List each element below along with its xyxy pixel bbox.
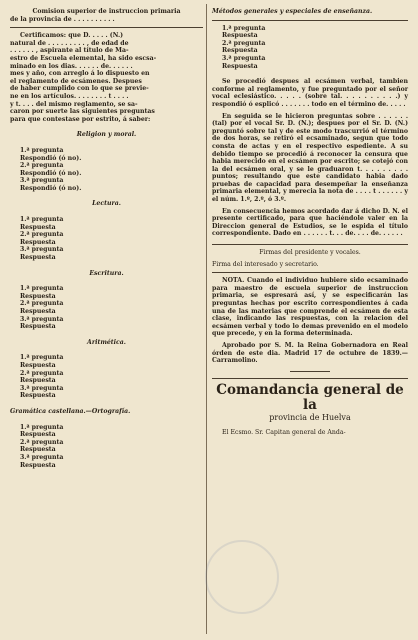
qa-line: 3.ª pregunta [20, 384, 64, 392]
signature-presidents: Firmas del presidente y vocales. [259, 249, 361, 257]
qa-line: 2.ª pregunta [20, 438, 64, 446]
qa-line: Respuesta [20, 446, 56, 454]
right-column [212, 8, 408, 436]
qa-line: Respondió (ó no). [20, 169, 82, 177]
qa-line: Respuesta [20, 223, 56, 231]
certification-intro [10, 32, 203, 123]
nota-label: NOTA. [222, 277, 245, 285]
qa-line: 2.ª pregunta [222, 39, 266, 47]
intro-line: mes y año, con arreglo á lo dispuesto en [10, 70, 150, 78]
intro-line: caron por suerte las siguientes preguntas [10, 108, 155, 116]
section-gramatica [10, 408, 203, 469]
section-aritmetica [10, 339, 203, 400]
qa-line: 1.ª pregunta [20, 423, 64, 431]
commission-heading-line1: Comision superior de instruccion primaria [32, 8, 181, 15]
comandancia-title: Comandancia general de la [216, 381, 404, 413]
nota-paragraph [212, 277, 408, 338]
qa-line: 3.ª pregunta [20, 246, 64, 254]
methods-rule [212, 20, 408, 21]
section-title: Lectura. [92, 200, 121, 208]
qa-line: 3.ª pregunta [20, 315, 64, 323]
intro-line: Certificamos: que D. . . . . (N.) [20, 32, 124, 40]
qa-line: 2.ª pregunta [20, 231, 64, 239]
qa-line: Respuesta [20, 308, 56, 315]
short-rule [290, 371, 330, 372]
qa-line: Respuesta [20, 392, 56, 400]
commission-heading-line2: de la provincia de . . . . . . . . . . [10, 15, 115, 23]
nota-text: Cuando el individuo hubiere sido ecsaminado para maestro de escuela superior de instruccion primaria, se espresará así, y se especificarán las preguntas hechas por escrito correspondientes á cada una de las materias que comprende el ecsámen de esta clase, indicando las respuestas, con la relacion del ecsámen verbal y todo lo demas prevenido en el modelo que precede, y en la forma determinada. [212, 277, 408, 338]
qa-line: Respuesta [20, 361, 56, 369]
qa-line: Respuesta [20, 431, 56, 439]
methods-qa [212, 25, 408, 71]
section-lectura [10, 200, 203, 261]
intro-line: el reglamento de ecsámenes. Despues [10, 77, 142, 85]
column-divider [206, 4, 207, 634]
comandancia-subtitle: provincia de Huelva [269, 412, 351, 422]
intro-line: . . . . . . , aspirante al título de Ma- [10, 47, 129, 55]
signature-rule [212, 244, 408, 245]
library-stamp [205, 540, 279, 614]
title-rule [212, 378, 408, 379]
section-religion [10, 131, 203, 192]
qa-line: Respuesta [20, 254, 56, 262]
intro-line: natural de . . . . . . . . . , de edad de [10, 39, 129, 47]
qa-line: Respuesta [222, 47, 258, 55]
intro-line: ne en los artículos. . . . . . . . t . . . . [10, 92, 129, 100]
qa-line: Respuesta [222, 32, 258, 40]
qa-line: 1.ª pregunta [20, 354, 64, 362]
section-title: Religion y moral. [76, 131, 137, 139]
qa-line: 3.ª pregunta [20, 177, 64, 185]
qa-line: 2.ª pregunta [20, 369, 64, 377]
qa-line: Respuesta [20, 323, 56, 331]
qa-line: 1.ª pregunta [222, 24, 266, 32]
verbal-exam-paragraph: Se procedió despues al ecsámen verbal, tambien conforme al reglamento, y fue preguntado por el señor vocal eclesiástico. . . . . (sobre tal. . . . . . . . . .) y respondió ó esplicó . . . . . . . todo en el término de. . . . . [212, 78, 408, 108]
qa-line: Respuesta [222, 62, 258, 70]
section-title: Aritmética. [87, 338, 126, 346]
section-escritura [10, 270, 203, 331]
qa-line: Respuesta [20, 377, 56, 385]
intro-line: para que contestase por estrito, á saber: [10, 115, 151, 123]
qa-line: 3.ª pregunta [222, 54, 266, 62]
qa-line: 1.ª pregunta [20, 285, 64, 293]
qa-line: Respuesta [20, 238, 56, 246]
intro-line: de haber cumplido con lo que se previe- [10, 85, 149, 93]
signature-secretary: Firma del interesado y secretario. [212, 260, 319, 268]
qa-line: Respuesta [20, 461, 56, 469]
approval-paragraph: Aprobado por S. M. la Reina Gobernadora en Real órden de este dia. Madrid 17 de octubre de 1839.—Carramolino. [212, 341, 408, 365]
qa-line: 3.ª pregunta [20, 453, 64, 461]
intro-line: y t. . . . del mismo reglamento, se sa- [10, 100, 138, 108]
consequence-paragraph: En consecuencia hemos acordado dar á dicho D. N. el presente certificado, para que haciéndole valer en la Direccion general de Estudios, se le espida el título correspondiente. Dado en . . . . . . t. . . de. . . . de. . . . . . [212, 207, 408, 238]
qa-line: Respuesta [20, 292, 56, 300]
section-title: Gramática castellana.—Ortografía. [10, 407, 131, 415]
heading-rule [10, 27, 203, 28]
qa-line: 1.ª pregunta [20, 216, 64, 224]
qa-line: 2.ª pregunta [20, 300, 64, 308]
methods-title: Métodos generales y especiales de enseñanza. [212, 8, 373, 15]
qa-line: 1.ª pregunta [20, 146, 64, 154]
section-title: Escritura. [89, 269, 124, 277]
nota-rule [212, 272, 408, 273]
intro-line: estro de Escuela elemental, ha sido escsa- [10, 54, 157, 62]
left-column [10, 8, 203, 477]
questions-paragraph: En seguida se le hicieron preguntas sobre . . . . . . (tal) por el vocal Sr. D. (N.); despues por el Sr. D. (N.) preguntó sobre tal y de este modo trascurrió el término de dos horas, se retiró el ecsaminado, segun que todo consta de actas y en el respectivo espediente. A su debido tiempo se procedió á reconocer la censura que habia merecido en el ecsámen por escrito; se cotejó con la del ecsámen oral, y se le graduaron t. . . . . . . . . puntos; resultando que este candidato habia dado pruebas de capacidad para desempeñar la enseñanza primaria elemental, y merecia la nota de . . . . t . . . . . . y el núm. 1.º, 2.º, ó 3.º. [212, 112, 408, 204]
qa-line: Respondió (ó no). [20, 154, 82, 162]
closing-line: El Ecsmo. Sr. Capitan general de Anda- [222, 428, 346, 436]
qa-line: 2.ª pregunta [20, 162, 64, 170]
qa-line: Respondió (ó no). [20, 184, 82, 192]
intro-line: minado en los dias. . . . . . de. . . . . . [10, 62, 133, 70]
